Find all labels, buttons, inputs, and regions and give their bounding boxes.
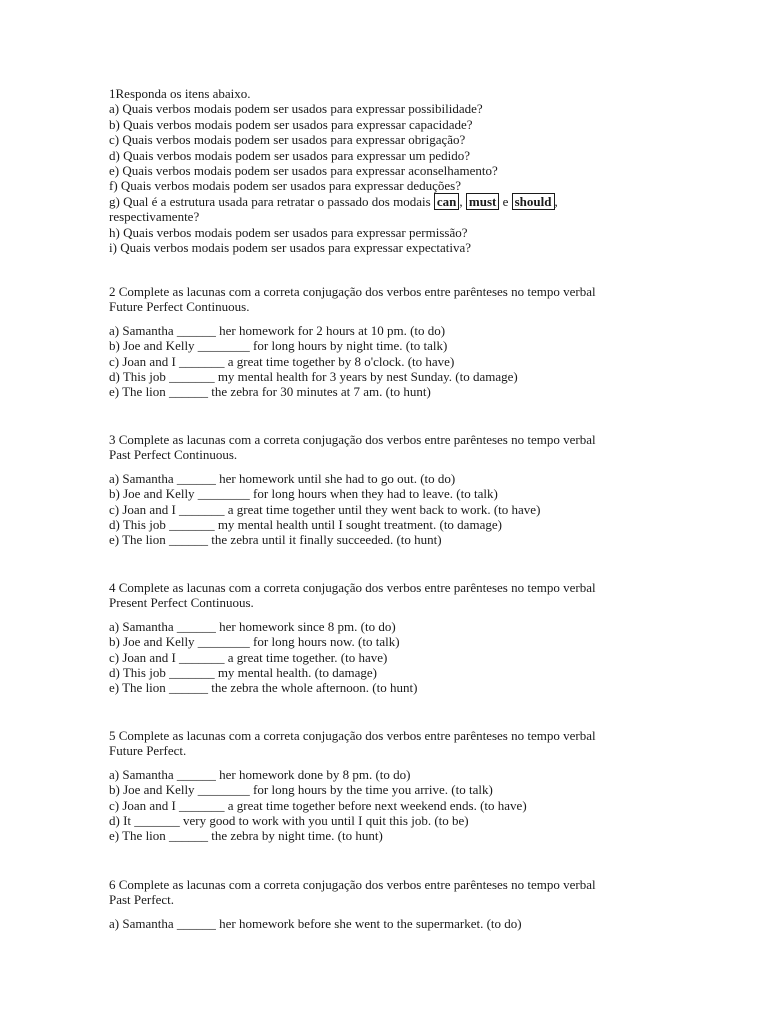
question-3-item-b: b) Joe and Kelly ________ for long hours when they had to leave. (to talk) — [109, 486, 498, 502]
question-1-item-g-continued: respectivamente? — [109, 209, 200, 225]
question-1 — [109, 86, 709, 255]
question-2-item-e: e) The lion ______ the zebra for 30 minutes at 7 am. (to hunt) — [109, 384, 431, 400]
question-6-tense: Past Perfect. — [109, 892, 174, 908]
question-2-item-a: a) Samantha ______ her homework for 2 hours at 10 pm. (to do) — [109, 322, 446, 338]
question-5-tense: Future Perfect. — [109, 743, 187, 759]
question-2-item-b: b) Joe and Kelly ________ for long hours by night time. (to talk) — [109, 338, 448, 354]
modal-can-box: can — [434, 193, 460, 210]
question-3 — [109, 432, 709, 548]
question-4-item-d: d) This job _______ my mental health. (to damage) — [109, 664, 378, 680]
question-5 — [109, 728, 709, 844]
question-5-item-a: a) Samantha ______ her homework done by 8 pm. (to do) — [109, 766, 411, 782]
question-5-item-c: c) Joan and I _______ a great time together before next weekend ends. (to have) — [109, 797, 527, 813]
question-6 — [109, 877, 709, 931]
question-2 — [109, 284, 709, 400]
question-4-tense: Present Perfect Continuous. — [109, 595, 254, 611]
question-1-item-a: a) Quais verbos modais podem ser usados para expressar possibilidade? — [109, 101, 483, 117]
question-4-item-c: c) Joan and I _______ a great time together. (to have) — [109, 649, 388, 665]
question-3-item-e: e) The lion ______ the zebra until it finally succeeded. (to hunt) — [109, 532, 442, 548]
question-5-item-d: d) It _______ very good to work with you until I quit this job. (to be) — [109, 812, 469, 828]
question-1-item-f: f) Quais verbos modais podem ser usados para expressar deduções? — [109, 178, 461, 194]
question-1-header: 1Responda os itens abaixo. — [109, 86, 251, 101]
question-1-item-b: b) Quais verbos modais podem ser usados para expressar capacidade? — [109, 116, 473, 132]
modal-must-box: must — [466, 193, 499, 210]
question-2-item-d: d) This job _______ my mental health for 3 years by nest Sunday. (to damage) — [109, 368, 518, 384]
question-6-item-a: a) Samantha ______ her homework before she went to the supermarket. (to do) — [109, 915, 522, 931]
question-1-item-h: h) Quais verbos modais podem ser usados para expressar permissão? — [109, 224, 468, 240]
question-3-item-c: c) Joan and I _______ a great time together until they went back to work. (to have) — [109, 501, 541, 517]
question-4-item-e: e) The lion ______ the zebra the whole afternoon. (to hunt) — [109, 680, 418, 696]
question-1-item-d: d) Quais verbos modais podem ser usados para expressar um pedido? — [109, 147, 471, 163]
question-6-header: 6 Complete as lacunas com a correta conjugação dos verbos entre parênteses no tempo verbal — [109, 877, 596, 892]
question-2-header: 2 Complete as lacunas com a correta conjugação dos verbos entre parênteses no tempo verbal — [109, 284, 596, 299]
item-g-prefix: g) Qual é a estrutura usada para retratar o passado dos modais — [109, 193, 434, 209]
question-1-item-i: i) Quais verbos modais podem ser usados para expressar expectativa? — [109, 239, 472, 255]
question-4-item-a: a) Samantha ______ her homework since 8 pm. (to do) — [109, 618, 396, 634]
question-2-item-c: c) Joan and I _______ a great time together by 8 o'clock. (to have) — [109, 353, 455, 369]
question-1-item-e: e) Quais verbos modais podem ser usados para expressar aconselhamento? — [109, 162, 498, 178]
question-4 — [109, 580, 709, 696]
question-3-header: 3 Complete as lacunas com a correta conjugação dos verbos entre parênteses no tempo verbal — [109, 432, 596, 447]
question-2-tense: Future Perfect Continuous. — [109, 299, 250, 315]
question-4-item-b: b) Joe and Kelly ________ for long hours now. (to talk) — [109, 634, 400, 650]
question-5-item-e: e) The lion ______ the zebra by night time. (to hunt) — [109, 828, 383, 844]
question-4-header: 4 Complete as lacunas com a correta conjugação dos verbos entre parênteses no tempo verbal — [109, 580, 596, 595]
question-5-header: 5 Complete as lacunas com a correta conjugação dos verbos entre parênteses no tempo verbal — [109, 728, 596, 743]
item-g-sep1: , — [459, 193, 466, 209]
question-5-item-b: b) Joe and Kelly ________ for long hours by the time you arrive. (to talk) — [109, 782, 493, 798]
item-g-sep2: e — [499, 193, 512, 209]
question-3-item-d: d) This job _______ my mental health until I sought treatment. (to damage) — [109, 516, 502, 532]
item-g-suffix: , — [554, 193, 558, 209]
question-1-item-c: c) Quais verbos modais podem ser usados para expressar obrigação? — [109, 132, 466, 148]
question-1-item-g — [109, 194, 709, 209]
question-3-tense: Past Perfect Continuous. — [109, 447, 238, 463]
question-3-item-a: a) Samantha ______ her homework until she had to go out. (to do) — [109, 470, 456, 486]
modal-should-box: should — [512, 193, 555, 210]
